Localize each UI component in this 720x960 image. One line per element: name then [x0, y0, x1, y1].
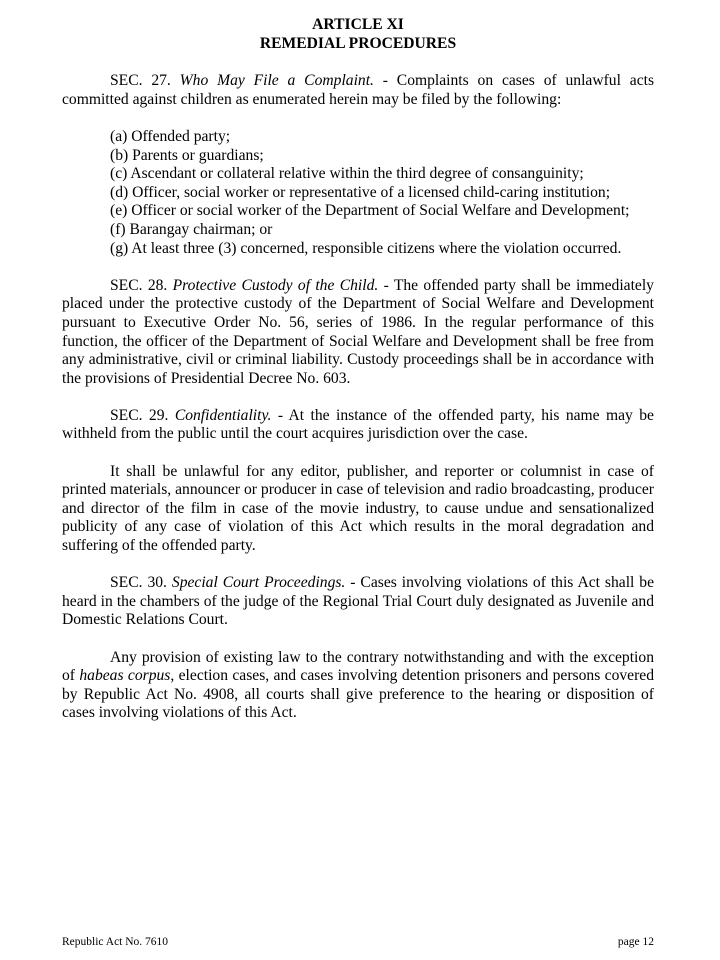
list-item: (a) Offended party;	[110, 127, 231, 145]
article-number: ARTICLE XI	[312, 16, 404, 33]
sec27-title: Who May File a Complaint.	[179, 72, 374, 90]
sec28-label: SEC. 28.	[110, 276, 168, 294]
footer-page-number: page 12	[617, 936, 654, 948]
sec30-para2-start: Any provision of existing law to the contrary notwithstanding and with the exception of	[62, 648, 654, 685]
sec29-title: Confidentiality.	[174, 406, 272, 424]
sec30-paragraph	[62, 574, 654, 630]
sec29-label: SEC. 29.	[110, 406, 169, 424]
sec30-para2-end: , election cases, and cases involving detention prisoners and persons covered by Republic Act No. 4908, all courts shall give preference to the hearing or disposition of cases involving violations of this Act.	[62, 667, 654, 722]
sec28-text: - The offended party shall be immediately placed under the protective custody of the Department of Social Welfare and Development pursuant to Executive Order No. 56, series of 1986. In the regular performance of this function, the officer of the Department of Social Welfare and Development shall be free from any administrative, civil or criminal liability. Custody proceedings shall be in accordance with the provisions of Presidential Decree No. 603.	[62, 276, 654, 387]
sec30-title: Special Court Proceedings.	[171, 574, 346, 592]
footer-document-title: Republic Act No. 7610	[62, 936, 169, 948]
list-item: (c) Ascendant or collateral relative within the third degree of consanguinity;	[110, 165, 584, 183]
list-item: (e) Officer or social worker of the Department of Social Welfare and Development;	[110, 202, 630, 220]
sec27-paragraph	[62, 72, 654, 109]
article-heading	[62, 16, 654, 53]
sec29-paragraph	[62, 407, 654, 444]
sec28-title: Protective Custody of the Child.	[172, 276, 379, 294]
sec27-text: - Complaints on cases of unlawful acts committed against children as enumerated herein may be filed by the following:	[62, 72, 655, 108]
sec30-para2-emphasis: habeas corpus	[79, 667, 171, 685]
sec27-label: SEC. 27.	[110, 72, 171, 90]
article-title: REMEDIAL PROCEDURES	[259, 34, 457, 52]
sec29-paragraph-2: It shall be unlawful for any editor, publisher, and reporter or columnist in case of printed materials, announcer or producer in case of television and radio broadcasting, producer and director of the film in case of the movie industry, to cause undue and sensationalized publicity of any case of violation of this Act which results in the moral degradation and suffering of the offended party.	[62, 462, 654, 555]
list-item: (b) Parents or guardians;	[110, 146, 264, 164]
list-item: (f) Barangay chairman; or	[110, 220, 273, 238]
sec30-text: - Cases involving violations of this Act shall be heard in the chambers of the judge of the Regional Trial Court duly designated as Juvenile and Domestic Relations Court.	[62, 574, 655, 629]
list-item: (g) At least three (3) concerned, responsible citizens where the violation occurred.	[110, 239, 622, 257]
list-item: (d) Officer, social worker or representative of a licensed child-caring institution;	[110, 183, 611, 201]
sec29-text: - At the instance of the offended party, his name may be withheld from the public until the court acquires jurisdiction over the case.	[62, 406, 654, 443]
document-page	[62, 16, 654, 742]
sec28-paragraph	[62, 277, 654, 389]
sec30-paragraph-2	[62, 649, 654, 723]
sec30-label: SEC. 30.	[110, 574, 167, 592]
complainant-list	[62, 128, 654, 258]
